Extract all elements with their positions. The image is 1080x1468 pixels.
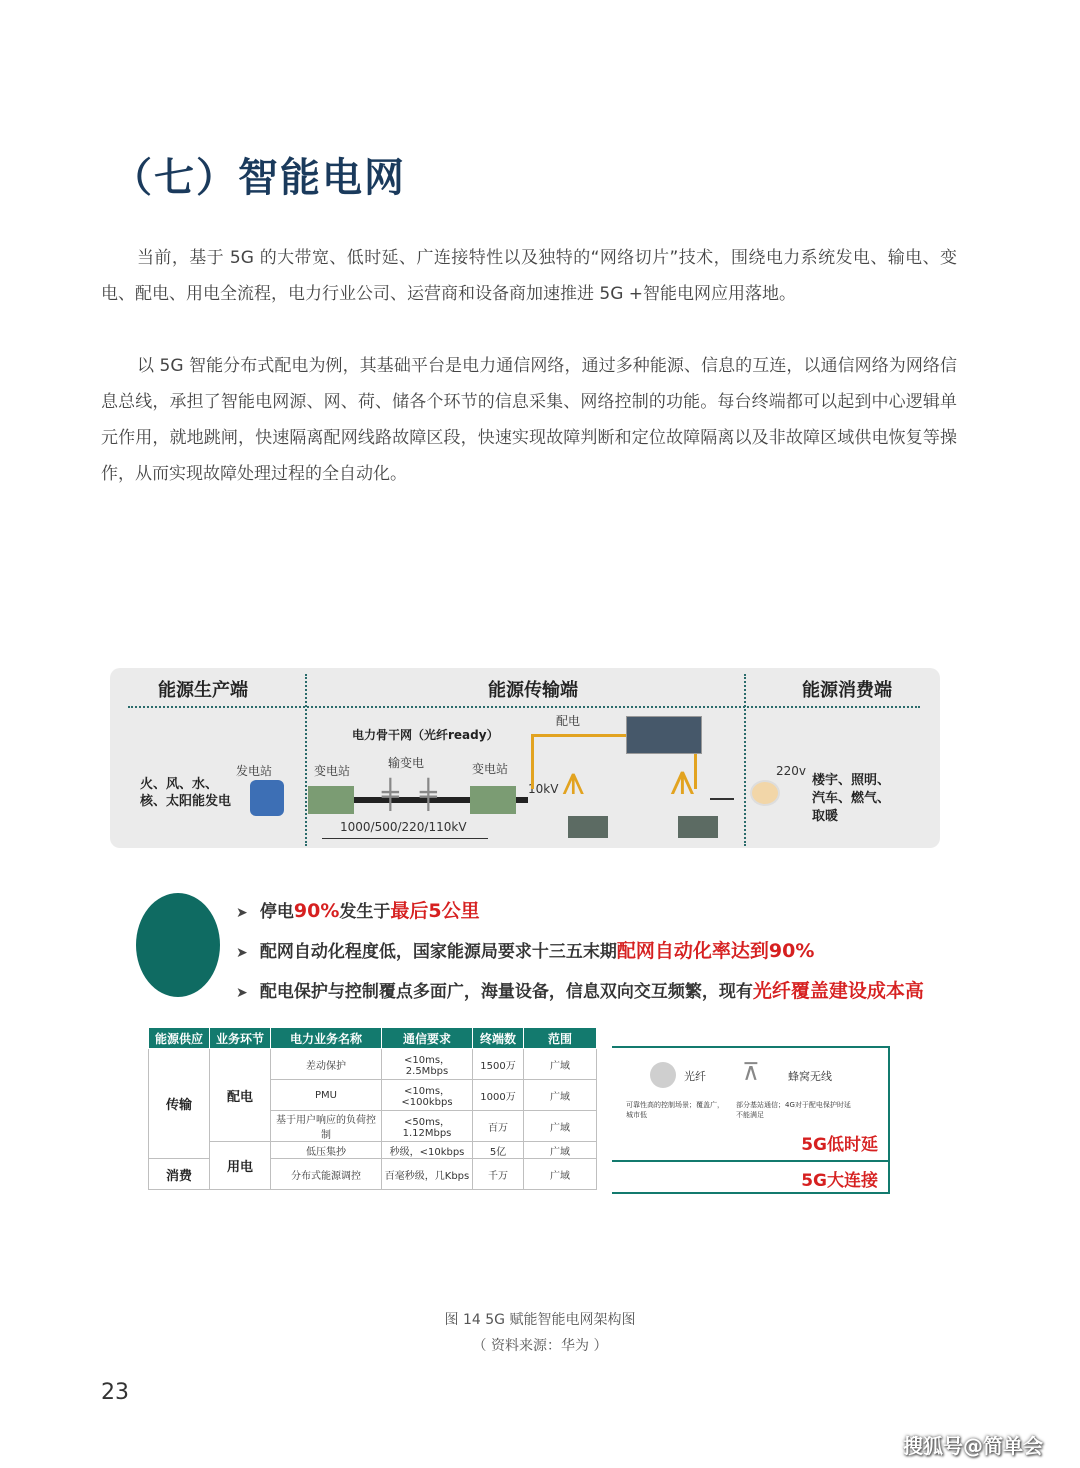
table-cell: 百万 — [473, 1111, 524, 1142]
table-cell: <10ms，<100kbps — [382, 1080, 473, 1111]
section-title: （七）智能电网 — [112, 154, 406, 201]
section-production: 能源生产端 — [158, 680, 248, 701]
table-cell: 1500万 — [473, 1049, 524, 1080]
cellular-note: 部分基站通信；4G对于配电保护时延不能满足 — [736, 1101, 851, 1119]
paragraph-text: 以 5G 智能分布式配电为例，其基础平台是电力通信网络，通过多种能源、信息的互连，以通信网络为网络信息总线，承担了智能电网源、网、荷、储各个环节的信息采集、网络控制的功能。每台终端都可以起到中心逻辑单元作用，就地跳闸，快速隔离配网线路故障区段，快速实现故障判断和定位故障隔离以及非故障区域供电恢复等操作，从而实现故障处理过程的全自动化。 — [101, 356, 957, 484]
voltage-label: 1000/500/220/110kV — [340, 820, 467, 834]
substation-icon — [308, 786, 354, 814]
bullet-highlight: 配网自动化率达到90% — [616, 940, 815, 962]
backbone-label: 电力骨干网（光纤ready） — [352, 728, 499, 742]
divider-line — [128, 706, 920, 708]
arrow-icon: ➤ — [236, 905, 248, 921]
paragraph-1 — [101, 240, 957, 312]
table-cell: 低压集抄 — [271, 1142, 382, 1159]
table-cell: 基于用户响应的负荷控制 — [271, 1111, 382, 1142]
tower-icon: ╪ — [382, 778, 399, 811]
fiber-label: 光纤 — [684, 1070, 706, 1083]
outlet-icon — [750, 780, 780, 806]
table-row — [149, 1142, 597, 1159]
comparison-panel — [612, 1046, 890, 1194]
table-cell: 分布式能源调控 — [271, 1159, 382, 1190]
gen-sources-label: 火、风、水、核、太阳能发电 — [140, 777, 232, 809]
energy-chain-diagram — [110, 668, 940, 848]
table-header-row — [149, 1028, 597, 1049]
table-cell: 秒级，<10kbps — [382, 1142, 473, 1159]
table-cell: 1000万 — [473, 1080, 524, 1111]
panel-divider — [612, 1160, 888, 1162]
column-header: 业务环节 — [210, 1028, 271, 1049]
bullet-highlight: 光纤覆盖建设成本高 — [752, 980, 924, 1002]
bullet-item-3 — [236, 976, 924, 1003]
bullet-highlight: 90% — [293, 900, 340, 922]
distribution-line — [710, 798, 734, 800]
transmission-line — [354, 797, 470, 803]
table-cell: 差动保护 — [271, 1049, 382, 1080]
decorative-circle — [136, 893, 220, 997]
tower-icon: ╪ — [420, 778, 437, 811]
section-consumption: 能源消费端 — [802, 680, 892, 701]
terminal-device — [568, 816, 608, 838]
page-number: 23 — [101, 1380, 129, 1405]
terminal-device — [678, 816, 718, 838]
bullet-text: 发生于 — [339, 902, 391, 922]
figure-caption: 图 14 5G 赋能智能电网架构图 — [444, 1312, 636, 1328]
requirements-table — [148, 1027, 597, 1190]
column-header: 范围 — [524, 1028, 597, 1049]
pylon-icon: ⩚ — [562, 758, 585, 804]
table-row — [149, 1049, 597, 1080]
voltage-range-line — [322, 838, 488, 839]
kv-label: 10kV — [528, 782, 559, 796]
cell-tower-icon: ⊼ — [742, 1058, 760, 1086]
table-cell: 百毫秒级，几Kbps — [382, 1159, 473, 1190]
substation-label: 变电站 — [472, 762, 509, 776]
table-cell: PMU — [271, 1080, 382, 1111]
bullet-text: 配电保护与控制覆点多面广，海量设备，信息双向交互频繁，现有 — [259, 982, 753, 1002]
table-cell: 千万 — [473, 1159, 524, 1190]
low-latency-label: 5G低时延 — [801, 1135, 878, 1155]
section-transmission: 能源传输端 — [488, 680, 578, 701]
paragraph-text: 当前，基于 5G 的大带宽、低时延、广连接特性以及独特的“网络切片”技术，围绕电力系统发电、输电、变电、配电、用电全流程，电力行业公司、运营商和设备商加速推进 5G +智能电网应用落地。 — [101, 248, 957, 304]
control-room-image — [626, 716, 702, 754]
pylon-icon: ⩚ — [670, 754, 695, 805]
bullet-text: 停电 — [259, 902, 294, 922]
substation-icon — [470, 786, 516, 814]
divider-line — [744, 674, 746, 846]
column-header: 能源供应 — [149, 1028, 210, 1049]
table-cell: <50ms，1.12Mbps — [382, 1111, 473, 1142]
table-cell: 广域 — [524, 1049, 597, 1080]
table-cell: 广域 — [524, 1159, 597, 1190]
arrow-icon: ➤ — [236, 985, 248, 1001]
transmission-label: 输变电 — [388, 756, 425, 770]
table-cell: <10ms，2.5Mbps — [382, 1049, 473, 1080]
consumers-label: 楼宇、照明、汽车、燃气、取暖 — [812, 773, 891, 824]
supply-cell: 消费 — [149, 1159, 210, 1190]
column-header: 通信要求 — [382, 1028, 473, 1049]
table-cell: 广域 — [524, 1080, 597, 1111]
voltage-220-label: 220v — [776, 764, 807, 778]
fiber-icon — [650, 1062, 676, 1088]
cellular-label: 蜂窝无线 — [788, 1070, 832, 1083]
bullet-item-1 — [236, 896, 480, 923]
table-cell: 广域 — [524, 1111, 597, 1142]
massive-connection-label: 5G大连接 — [801, 1171, 878, 1191]
column-header: 终端数 — [473, 1028, 524, 1049]
bullet-text: 配网自动化程度低，国家能源局要求十三五末期 — [259, 942, 617, 962]
arrow-icon: ➤ — [236, 945, 248, 961]
stage-cell: 用电 — [210, 1142, 271, 1190]
table-cell: 5亿 — [473, 1142, 524, 1159]
paragraph-2 — [101, 348, 957, 492]
supply-cell: 传输 — [149, 1049, 210, 1159]
power-station-icon — [250, 780, 284, 816]
bullet-item-2 — [236, 936, 814, 963]
column-header: 电力业务名称 — [271, 1028, 382, 1049]
substation-label: 变电站 — [314, 764, 351, 778]
table-cell: 广域 — [524, 1142, 597, 1159]
figure-source: （ 资料来源：华为 ） — [472, 1338, 608, 1354]
fiber-note: 可靠性高的控制场景；覆盖广，城市低 — [626, 1101, 724, 1119]
watermark: 搜狐号@简单会 — [903, 1434, 1043, 1458]
bullet-highlight: 最后5公里 — [390, 900, 480, 922]
distribution-label: 配电 — [556, 714, 581, 728]
divider-line — [305, 674, 307, 846]
transmission-line — [516, 797, 528, 803]
stage-cell: 配电 — [210, 1049, 271, 1142]
power-station-label: 发电站 — [236, 764, 273, 778]
